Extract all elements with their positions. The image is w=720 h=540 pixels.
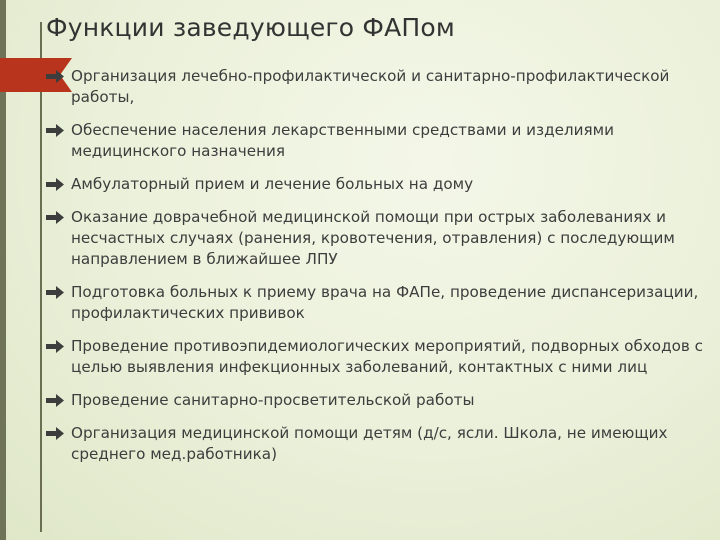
list-item-text: Обеспечение населения лекарственными средствами и изделиями медицинского назначения <box>71 121 614 160</box>
arrow-bullet-icon <box>46 394 64 407</box>
list-item <box>46 174 706 195</box>
arrow-bullet-icon <box>46 286 64 299</box>
list-item-text: Оказание доврачебной медицинской помощи при острых заболеваниях и несчастных случаях (ранения, кровотечения, отравления) с последующим направлением в ближайшее ЛПУ <box>71 208 675 268</box>
list-item-text: Подготовка больных к приему врача на ФАПе, проведение диспансеризации, профилактических прививок <box>71 283 699 322</box>
list-item-text: Амбулаторный прием и лечение больных на дому <box>71 175 474 193</box>
arrow-bullet-icon <box>46 340 64 353</box>
list-item <box>46 282 706 324</box>
list-item <box>46 120 706 162</box>
list-item <box>46 66 706 108</box>
list-item <box>46 423 706 465</box>
list-item-text: Организация лечебно-профилактической и санитарно-профилактической работы, <box>71 67 670 106</box>
list-item <box>46 390 706 411</box>
arrow-bullet-icon <box>46 124 64 137</box>
arrow-bullet-icon <box>46 211 64 224</box>
list-item <box>46 336 706 378</box>
functions-list <box>46 66 706 477</box>
list-item-text: Проведение противоэпидемиологических мероприятий, подворных обходов с целью выявления инфекционных заболеваний, контактных с ними лиц <box>71 337 704 376</box>
arrow-bullet-icon <box>46 178 64 191</box>
vertical-accent-line <box>40 22 42 532</box>
arrow-bullet-icon <box>46 427 64 440</box>
list-item <box>46 207 706 270</box>
list-item-text: Проведение санитарно-просветительской работы <box>71 391 475 409</box>
list-item-text: Организация медицинской помощи детям (д/с, ясли. Школа, не имеющих среднего мед.работника) <box>71 424 668 463</box>
arrow-bullet-icon <box>46 70 64 83</box>
slide-title: Функции заведующего ФАПом <box>46 13 455 42</box>
